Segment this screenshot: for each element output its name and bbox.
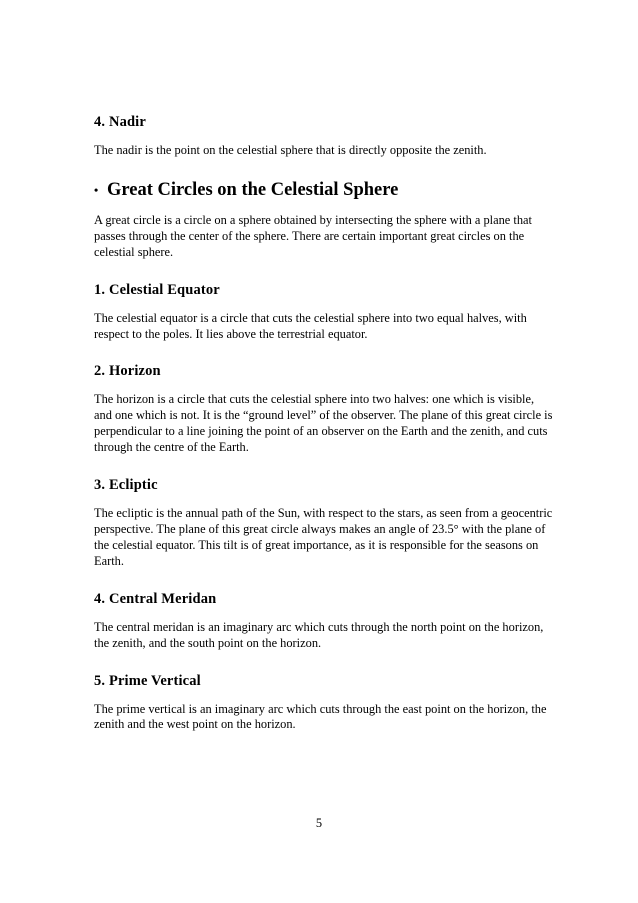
heading-great-circles-text: Great Circles on the Celestial Sphere bbox=[107, 179, 399, 200]
page-number: 5 bbox=[315, 816, 323, 830]
heading-celestial-equator: 1. Celestial Equator bbox=[94, 281, 220, 298]
paragraph-horizon: The horizon is a circle that cuts the celestial sphere into two halves: one which is visible, and one which is not. It is the “ground level” of the observer. The plane of this great circle is perpendicular to a line joining the point of an observer on the Earth and the zenith, and cuts through the centre of the Earth. bbox=[94, 392, 553, 455]
paragraph-celestial-equator: The celestial equator is a circle that cuts the celestial sphere into two equal halves, with respect to the poles. It lies above the terrestrial equator. bbox=[94, 310, 527, 341]
paragraph-nadir: The nadir is the point on the celestial sphere that is directly opposite the zenith. bbox=[94, 143, 487, 157]
paragraph-great-circles: A great circle is a circle on a sphere obtained by intersecting the sphere with a plane that passes through the center of the sphere. There are certain important great circles on the celestial sphere. bbox=[94, 212, 532, 259]
heading-central-meridan: 4. Central Meridan bbox=[94, 590, 217, 607]
page-content bbox=[94, 113, 554, 753]
heading-prime-vertical: 5. Prime Vertical bbox=[94, 672, 201, 689]
paragraph-ecliptic: The ecliptic is the annual path of the Sun, with respect to the stars, as seen from a geocentric perspective. The plane of this great circle always makes an angle of 23.5° with the plane of the celestial equator. This tilt is of great importance, as it is responsible for the seasons on Earth. bbox=[94, 506, 553, 568]
bullet-icon: • bbox=[94, 182, 99, 197]
paragraph-central-meridan: The central meridan is an imaginary arc which cuts through the north point on the horizon, the zenith, and the south point on the horizon. bbox=[94, 619, 544, 650]
heading-horizon: 2. Horizon bbox=[94, 363, 161, 380]
heading-nadir: 4. Nadir bbox=[94, 114, 146, 130]
paragraph-prime-vertical: The prime vertical is an imaginary arc which cuts through the east point on the horizon, the zenith and the west point on the horizon. bbox=[94, 701, 547, 732]
heading-great-circles bbox=[94, 179, 554, 201]
heading-ecliptic: 3. Ecliptic bbox=[94, 477, 158, 494]
